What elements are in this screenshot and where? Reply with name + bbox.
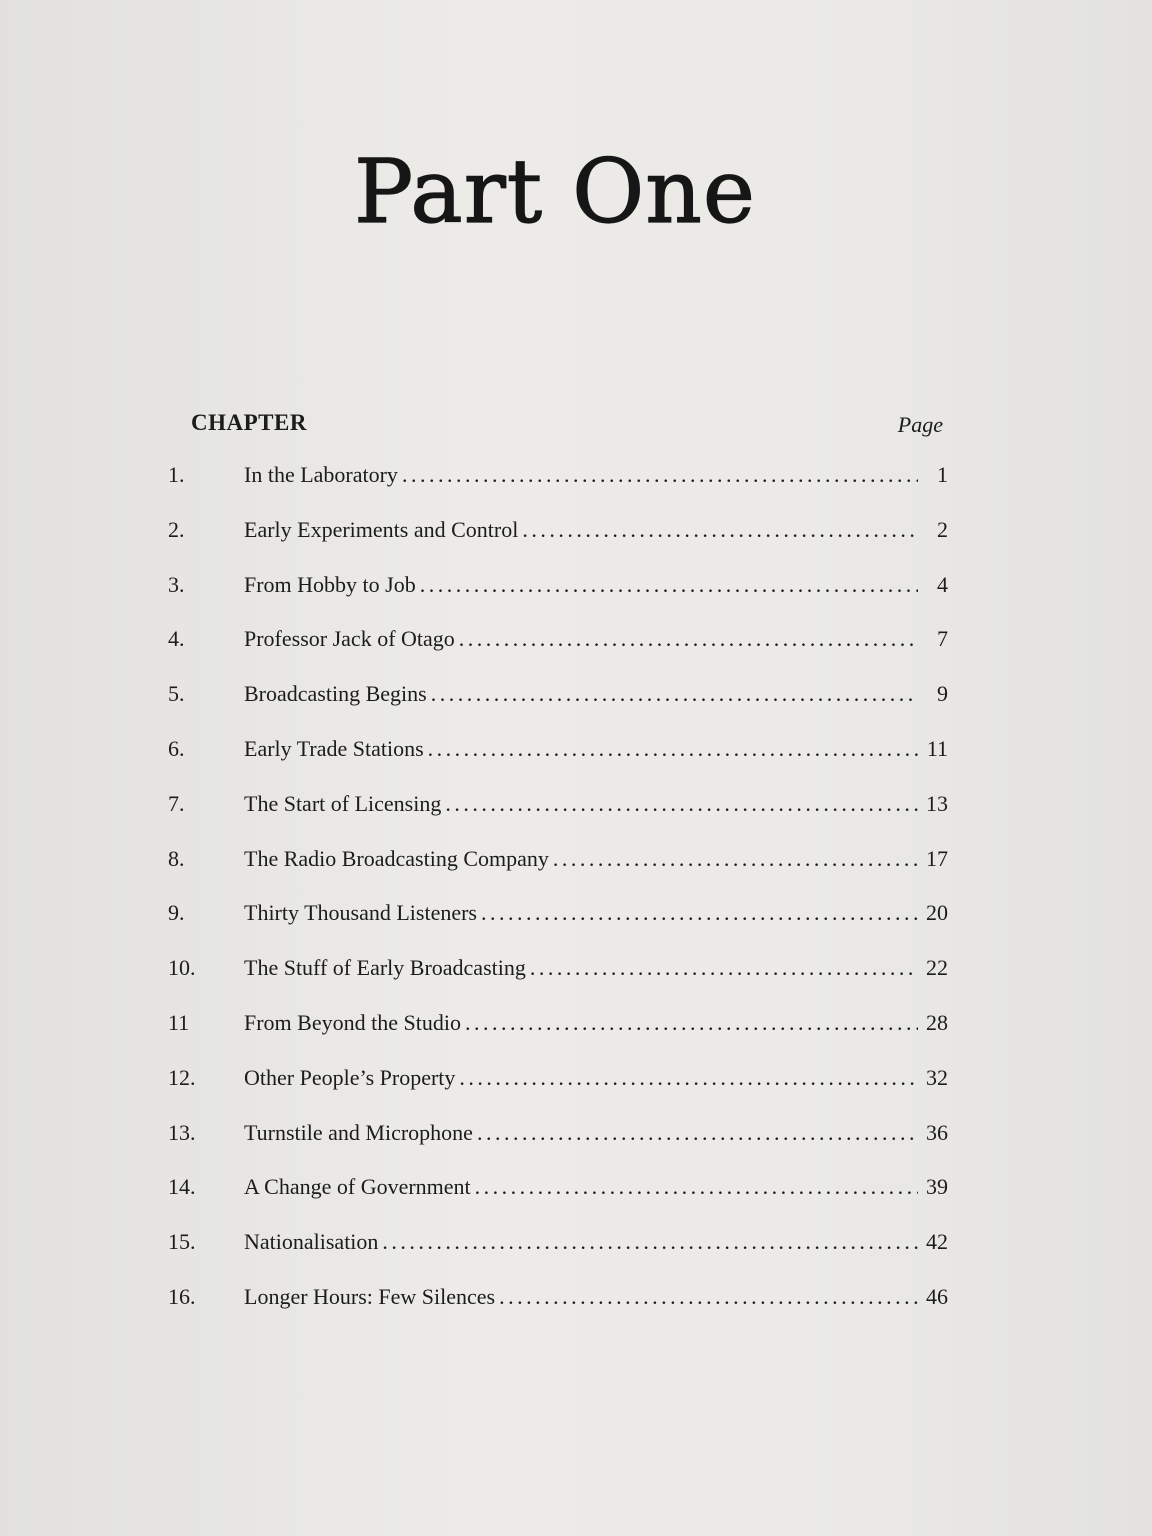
toc-entry-title: Early Experiments and Control bbox=[244, 516, 519, 542]
toc-entry-number: 10. bbox=[168, 955, 196, 981]
chapter-column-heading: CHAPTER bbox=[191, 410, 307, 435]
toc-entry-number: 11 bbox=[168, 1010, 190, 1035]
toc-entry bbox=[168, 736, 948, 776]
toc-entry-leader-dots bbox=[402, 462, 918, 488]
toc-entry-leader-dots bbox=[522, 517, 918, 543]
toc-entry-page-number: 9 bbox=[937, 681, 948, 707]
toc-entry-title: The Radio Broadcasting Company bbox=[244, 845, 549, 871]
toc-entry-title: Other People’s Property bbox=[244, 1064, 456, 1090]
toc-entry bbox=[168, 1229, 948, 1269]
toc-entry-title: Turnstile and Microphone bbox=[244, 1119, 473, 1145]
toc-entry-page-number: 42 bbox=[926, 1229, 948, 1255]
toc-entry-page-number: 4 bbox=[937, 571, 948, 597]
toc-entry-title: The Start of Licensing bbox=[244, 790, 442, 816]
toc-entry-number: 6. bbox=[168, 736, 185, 761]
toc-entry-number: 3. bbox=[168, 571, 185, 597]
toc-entry bbox=[168, 681, 948, 721]
toc-entry bbox=[168, 1120, 948, 1160]
toc-entry-page-number: 11 bbox=[926, 736, 948, 761]
toc-entry-number: 12. bbox=[168, 1064, 196, 1090]
toc-entry bbox=[168, 572, 948, 612]
toc-entry-number: 13. bbox=[168, 1119, 196, 1145]
toc-entry-page-number: 13 bbox=[926, 790, 948, 816]
toc-entry-page-number: 46 bbox=[926, 1284, 948, 1309]
toc-entry-number: 5. bbox=[168, 681, 185, 707]
toc-entry-page-number: 22 bbox=[926, 955, 948, 981]
toc-entry-number: 1. bbox=[168, 462, 185, 487]
toc-entry-page-number: 1 bbox=[937, 462, 948, 487]
toc-entry bbox=[168, 626, 948, 666]
toc-entry bbox=[168, 846, 948, 886]
toc-entry-page-number: 7 bbox=[937, 626, 948, 652]
toc-entry-leader-dots bbox=[475, 1174, 918, 1200]
toc-entry bbox=[168, 517, 948, 557]
toc-entry-title: From Beyond the Studio bbox=[244, 1010, 461, 1035]
page-column-heading: Page bbox=[897, 412, 943, 437]
toc-entry bbox=[168, 955, 948, 995]
toc-entry-title: A Change of Government bbox=[244, 1174, 471, 1200]
toc-entry-leader-dots bbox=[530, 955, 918, 981]
toc-entry bbox=[168, 900, 948, 940]
toc-entry-title: The Stuff of Early Broadcasting bbox=[244, 955, 526, 981]
toc-entry-leader-dots bbox=[459, 1065, 918, 1091]
toc-entry bbox=[168, 1284, 948, 1324]
toc-entry-title: Thirty Thousand Listeners bbox=[244, 900, 477, 926]
toc-entry-number: 7. bbox=[168, 790, 185, 816]
toc-entry bbox=[168, 1174, 948, 1214]
toc-entry-page-number: 2 bbox=[937, 516, 948, 542]
toc-entry-number: 2. bbox=[168, 516, 185, 542]
toc-entry-number: 4. bbox=[168, 626, 185, 652]
toc-entry-page-number: 28 bbox=[926, 1010, 948, 1035]
toc-entry-title: Broadcasting Begins bbox=[244, 681, 427, 707]
toc-entry-title: Professor Jack of Otago bbox=[244, 626, 455, 652]
part-title: Part One bbox=[353, 140, 757, 243]
toc-entry-title: In the Laboratory bbox=[244, 462, 398, 487]
toc-entry-title: Nationalisation bbox=[244, 1229, 379, 1255]
toc-entry-title: Early Trade Stations bbox=[244, 736, 424, 761]
toc-entry-page-number: 39 bbox=[926, 1174, 948, 1200]
toc-entry-number: 8. bbox=[168, 845, 185, 871]
toc-entry-page-number: 17 bbox=[926, 845, 948, 871]
toc-entry-leader-dots bbox=[445, 791, 918, 817]
toc-entry-number: 15. bbox=[168, 1229, 196, 1255]
toc-entry-leader-dots bbox=[428, 736, 918, 762]
toc-entry-leader-dots bbox=[459, 626, 918, 652]
toc-entry-leader-dots bbox=[382, 1229, 918, 1255]
toc-entry bbox=[168, 462, 948, 502]
toc-entry-page-number: 20 bbox=[926, 900, 948, 926]
toc-entry-page-number: 32 bbox=[926, 1064, 948, 1090]
toc-entry-title: Longer Hours: Few Silences bbox=[244, 1284, 496, 1309]
toc-entry-leader-dots bbox=[465, 1010, 918, 1036]
toc-entry-leader-dots bbox=[477, 1120, 918, 1146]
toc-entry-number: 14. bbox=[168, 1174, 196, 1200]
toc-entry-leader-dots bbox=[431, 681, 918, 707]
toc-entry-leader-dots bbox=[481, 900, 918, 926]
toc-entry-leader-dots bbox=[499, 1284, 918, 1310]
toc-entry-page-number: 36 bbox=[926, 1119, 948, 1145]
toc-entry bbox=[168, 1065, 948, 1105]
toc-entry-number: 9. bbox=[168, 900, 185, 926]
toc-entry bbox=[168, 791, 948, 831]
toc-entry-leader-dots bbox=[420, 572, 918, 598]
toc-entry-leader-dots bbox=[553, 846, 918, 872]
toc-entry-number: 16. bbox=[168, 1284, 196, 1309]
toc-entry bbox=[168, 1010, 948, 1050]
toc-entry-title: From Hobby to Job bbox=[244, 571, 416, 597]
